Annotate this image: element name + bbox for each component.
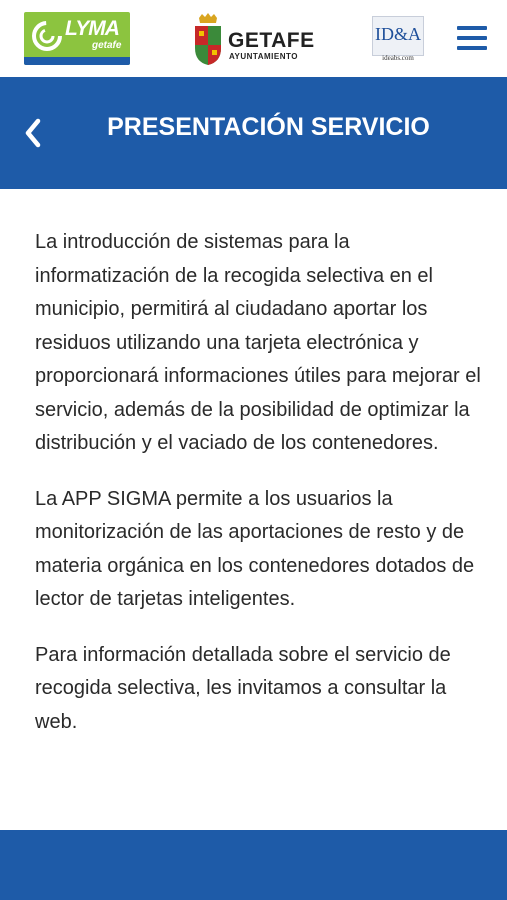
getafe-logo-sub: AYUNTAMIENTO xyxy=(229,52,298,61)
getafe-coat-of-arms-icon xyxy=(193,12,223,66)
menu-line xyxy=(457,46,487,50)
footer-bar xyxy=(0,830,507,900)
lyma-getafe-logo xyxy=(24,12,130,65)
page-title: PRESENTACIÓN SERVICIO xyxy=(107,113,430,141)
hamburger-menu-icon[interactable] xyxy=(457,24,487,52)
paragraph-app-sigma: La APP SIGMA permite a los usuarios la monitorización de las aportaciones de resto y de materia orgánica en los contenedores dotados de lector de tarjetas inteligentes. xyxy=(35,487,475,610)
lyma-logo-sub: getafe xyxy=(92,40,122,51)
paragraph-intro: La introducción de sistemas para la informatización de la recogida selectiva en el municipio, permitirá al ciudadano aportar los residuos utilizando una tarjeta electrónica y proporcionará informaciones útiles para mejorar el servicio, además de la posibilidad de optimizar la distribución y el vaciado de los contenedores. xyxy=(35,231,481,454)
top-bar xyxy=(0,0,507,77)
swirl-logo-icon xyxy=(30,19,64,53)
lyma-logo-word: LYMA xyxy=(65,17,119,40)
menu-line xyxy=(457,26,487,30)
paragraph-more-info: Para información detallada sobre el servicio de recogida selectiva, les invitamos a consultar la web. xyxy=(35,643,451,733)
idea-logo-mark: ID&A xyxy=(375,24,421,44)
getafe-logo-name: GETAFE xyxy=(228,29,315,52)
service-description xyxy=(35,226,485,761)
getafe-ayuntamiento-logo xyxy=(193,12,315,66)
lyma-logo-underbar xyxy=(24,57,130,65)
page-header xyxy=(0,77,507,189)
menu-line xyxy=(457,36,487,40)
idea-logo-sub: ideabs.com xyxy=(382,54,414,62)
idea-logo xyxy=(372,16,424,62)
